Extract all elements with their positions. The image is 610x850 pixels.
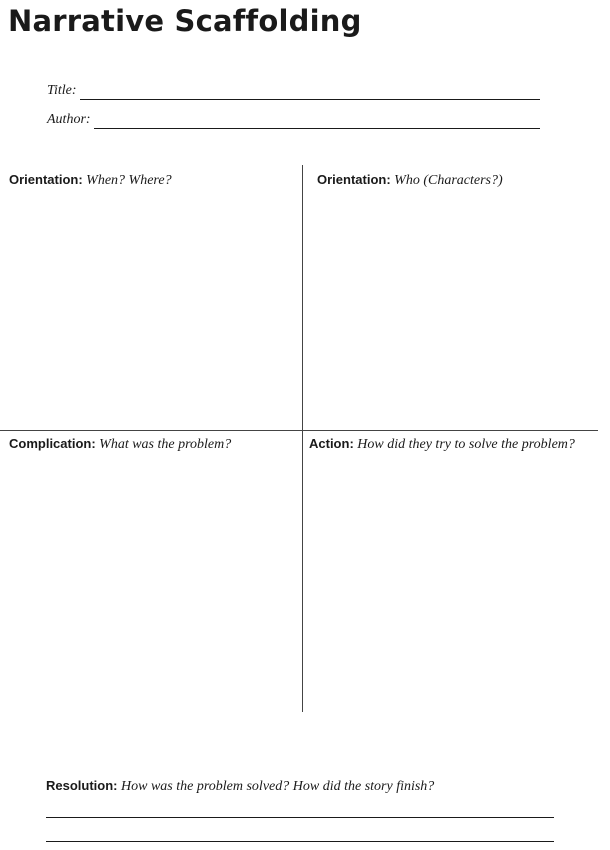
- action-prompt: [309, 435, 575, 454]
- title-field[interactable]: [47, 80, 540, 100]
- resolution-answer-line-1[interactable]: [46, 817, 554, 818]
- complication-answer-area[interactable]: [0, 456, 300, 711]
- complication-lead: Complication:: [9, 436, 96, 451]
- complication-prompt: [9, 435, 231, 454]
- orientation-when-question: When? Where?: [86, 173, 172, 188]
- resolution-prompt: [46, 777, 434, 796]
- orientation-who-answer-area[interactable]: [304, 192, 598, 428]
- author-label: Author:: [47, 112, 91, 127]
- action-answer-area[interactable]: [304, 456, 598, 711]
- title-label: Title:: [47, 83, 77, 98]
- author-field[interactable]: [47, 109, 540, 129]
- orientation-when-prompt: [9, 171, 172, 190]
- complication-question: What was the problem?: [99, 437, 232, 452]
- author-input-line[interactable]: [94, 128, 540, 129]
- grid-vertical-divider: [302, 165, 303, 712]
- page-title: Narrative Scaffolding: [8, 4, 362, 38]
- action-question: How did they try to solve the problem?: [357, 437, 575, 452]
- orientation-who-lead: Orientation:: [317, 172, 391, 187]
- resolution-question: How was the problem solved? How did the story finish?: [121, 779, 435, 794]
- grid-horizontal-divider: [0, 430, 598, 431]
- resolution-lead: Resolution:: [46, 778, 118, 793]
- resolution-answer-line-2[interactable]: [46, 841, 554, 842]
- orientation-when-lead: Orientation:: [9, 172, 83, 187]
- orientation-who-question: Who (Characters?): [394, 173, 503, 188]
- orientation-when-answer-area[interactable]: [0, 192, 300, 428]
- orientation-who-prompt: [317, 171, 503, 190]
- title-input-line[interactable]: [80, 99, 540, 100]
- action-lead: Action:: [309, 436, 354, 451]
